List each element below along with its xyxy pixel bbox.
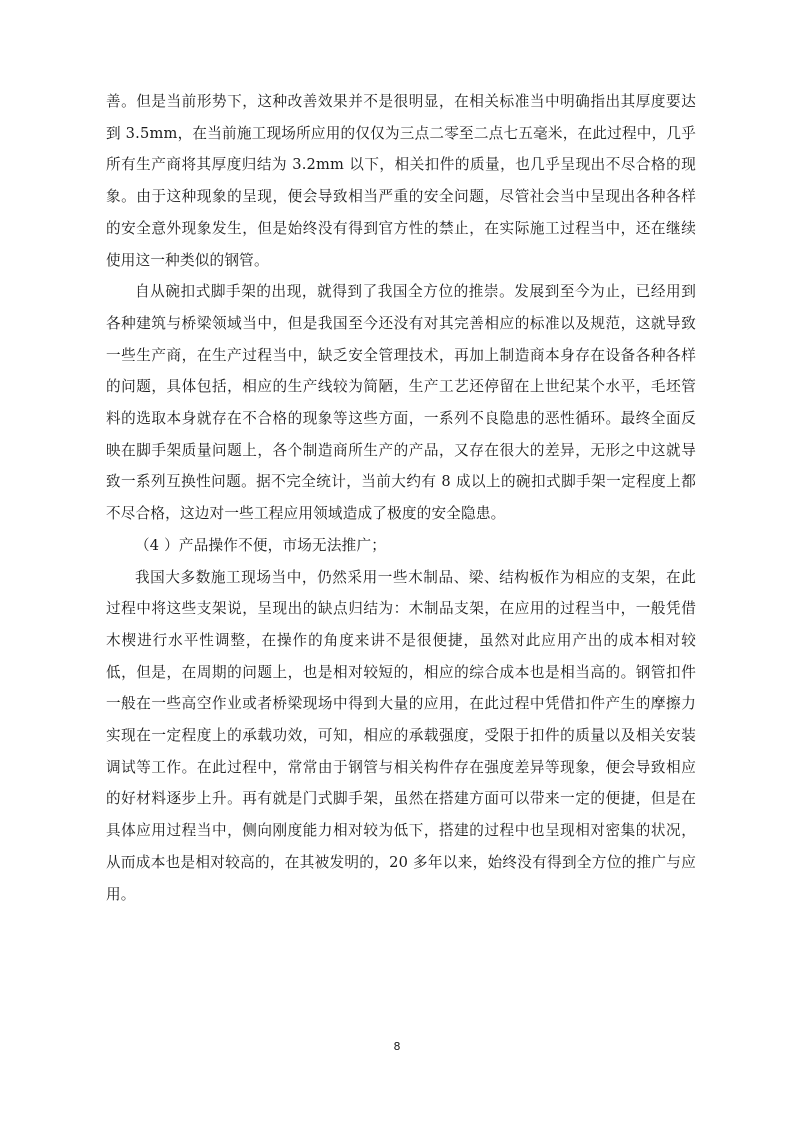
paragraph-steel-pipe-thickness: 善。但是当前形势下，这种改善效果并不是很明显，在相关标准当中明确指出其厚度要达到 3.5mm，在当前施工现场所应用的仅仅为三点二零至二点七五毫米，在此过程中，几乎所有生产商将其厚度归结为 3.2mm 以下，相关扣件的质量，也几乎呈现出不尽合格的现象。由于这种现象的呈现，便会导致相当严重的安全问题，尽管社会当中呈现出各种各样的安全意外现象发生，但是始终没有得到官方性的禁止，在实际施工过程当中，还在继续使用这一种类似的钢管。	[106, 93, 696, 269]
paragraph-construction-supports: 我国大多数施工现场当中，仍然采用一些木制品、梁、结构板作为相应的支架，在此过程中将这些支架说，呈现出的缺点归结为：木制品支架，在应用的过程当中，一般凭借木楔进行水平性调整，在操作的角度来讲不是很便捷，虽然对此应用产出的成本相对较低，但是，在周期的问题上，也是相对较短的，相应的综合成本也是相当高的。钢管扣件一般在一些高空作业或者桥梁现场中得到大量的应用，在此过程中凭借扣件产生的摩擦力实现在一定程度上的承载功效，可知，相应的承载强度，受限于扣件的质量以及相关安装调试等工作。在此过程中，常常由于钢管与相关构件存在强度差异等现象，便会导致相应的好材料逐步上升。再有就是门式脚手架，虽然在搭建方面可以带来一定的便捷，但是在具体应用过程当中，侧向刚度能力相对较为低下，搭建的过程中也呈现相对密集的状况，从而成本也是相对较高的，在其被发明的，20 多年以来，始终没有得到全方位的推广与应用。	[106, 568, 696, 903]
paragraph-bowl-buckle-scaffold: 自从碗扣式脚手架的出现，就得到了我国全方位的推崇。发展到至今为止，已经用到各种建筑与桥梁领域当中，但是我国至今还没有对其完善相应的标准以及规范，这就导致一些生产商，在生产过程当中，缺乏安全管理技术，再加上制造商本身存在设备各种各样的问题，具体包括，相应的生产线较为简陋，生产工艺还停留在上世纪某个水平，毛坯管料的选取本身就存在不合格的现象等这些方面，一系列不良隐患的恶性循环。最终全面反映在脚手架质量问题上，各个制造商所生产的产品，又存在很大的差异，无形之中这就导致一系列互换性问题。据不完全统计，当前大约有 8 成以上的碗扣式脚手架一定程度上都不尽合格，这边对一些工程应用领域造成了极度的安全隐患。	[106, 283, 696, 523]
document-body	[106, 86, 696, 910]
section-heading-4: （4 ）产品操作不便，市场无法推广；	[135, 536, 387, 554]
page-number: 8	[393, 1040, 401, 1053]
